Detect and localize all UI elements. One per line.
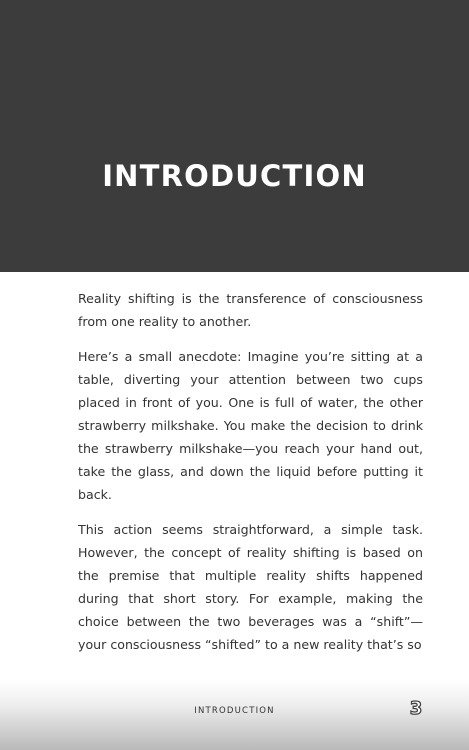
body-text: [78, 287, 423, 672]
paragraph-2: Here’s a small anecdote: Imagine you’re sitting at a table, diverting your attention between two cups placed in front of you. One is full of water, the other strawberry milkshake. You make the decision to drink the strawberry milkshake—you reach your hand out, take the glass, and down the liquid before putting it back.: [78, 349, 423, 502]
chapter-header-banner: [0, 0, 469, 272]
page-number: 3: [409, 698, 423, 719]
paragraph-1: Reality shifting is the transference of consciousness from one reality to another.: [78, 291, 423, 329]
running-head: INTRODUCTION: [194, 706, 275, 716]
paragraph-3: This action seems straightforward, a simple task. However, the concept of reality shifting is based on the premise that multiple reality shifts happened during that short story. For example, making the choice between the two beverages was a “shift”—your consciousness “shifted” to a new reality that’s so: [78, 522, 423, 652]
chapter-title: INTRODUCTION: [102, 159, 367, 193]
